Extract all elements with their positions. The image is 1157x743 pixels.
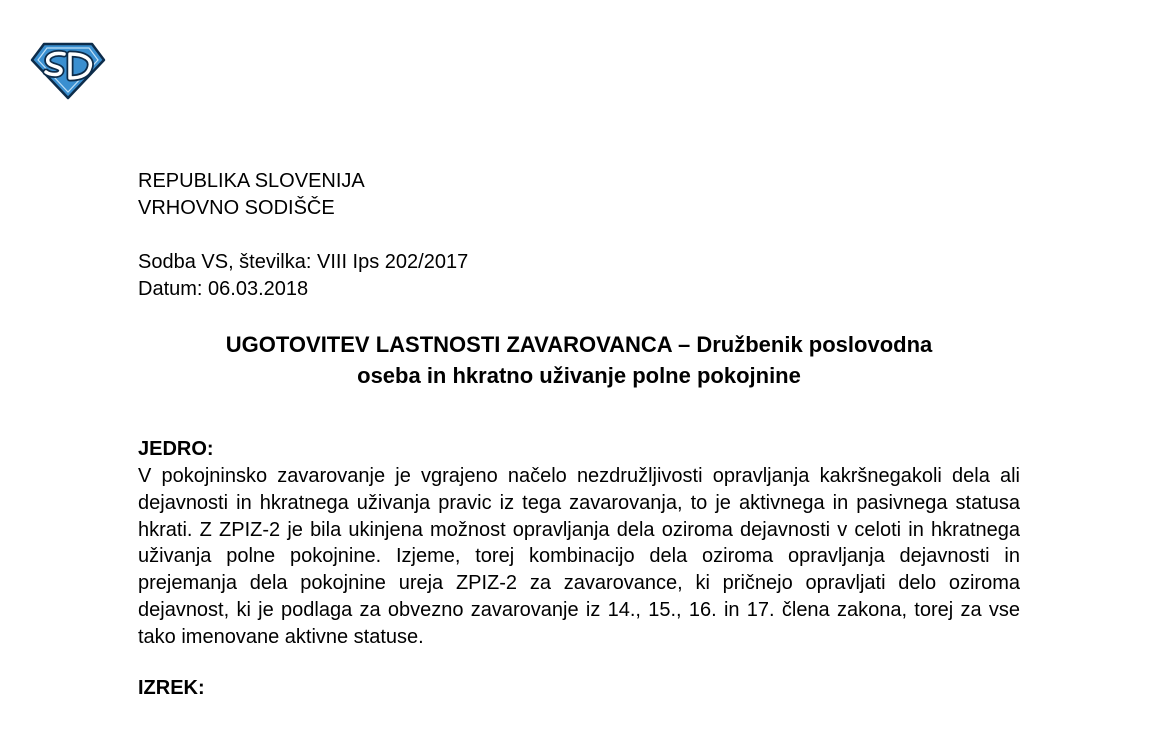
court-name: VRHOVNO SODIŠČE <box>138 197 335 219</box>
jedro-text: V pokojninsko zavarovanje je vgrajeno načelo nezdružljivosti opravljanja kakršnegakoli dela ali dejavnosti in hkratnega uživanja pravic iz tega zavarovanja, to je aktivnega in pasivnega statusa hkrati. Z ZPIZ-2 je bila ukinjena možnost opravljanja dela oziroma dejavnosti v celoti in hkratnega uživanja polne pokojnine. Izjeme, torej kombinacijo dela oziroma opravljanja dejavnosti in prejemanja dela pokojnine ureja ZPIZ-2 za zavarovance, ki pričnejo opravljati delo oziroma dejavnost, ki je podlaga za obvezno zavarovanje iz 14., 15., 16. in 17. člena zakona, torej za vse tako imenovane aktivne statuse. <box>138 465 1020 648</box>
izrek-heading: IZREK: <box>138 676 205 699</box>
jedro-heading: JEDRO: <box>138 438 214 460</box>
sd-logo-icon <box>30 40 106 100</box>
case-number: Sodba VS, številka: VIII Ips 202/2017 <box>138 251 469 273</box>
document-body <box>138 168 1020 702</box>
title-line-2: oseba in hkratno uživanje polne pokojnine <box>357 363 801 388</box>
case-date: Datum: 06.03.2018 <box>138 278 309 300</box>
document-title <box>138 329 1020 391</box>
country-name: REPUBLIKA SLOVENIJA <box>138 170 365 192</box>
court-logo <box>30 40 106 100</box>
title-line-1: UGOTOVITEV LASTNOSTI ZAVAROVANCA – Družbenik poslovodna <box>225 332 933 357</box>
